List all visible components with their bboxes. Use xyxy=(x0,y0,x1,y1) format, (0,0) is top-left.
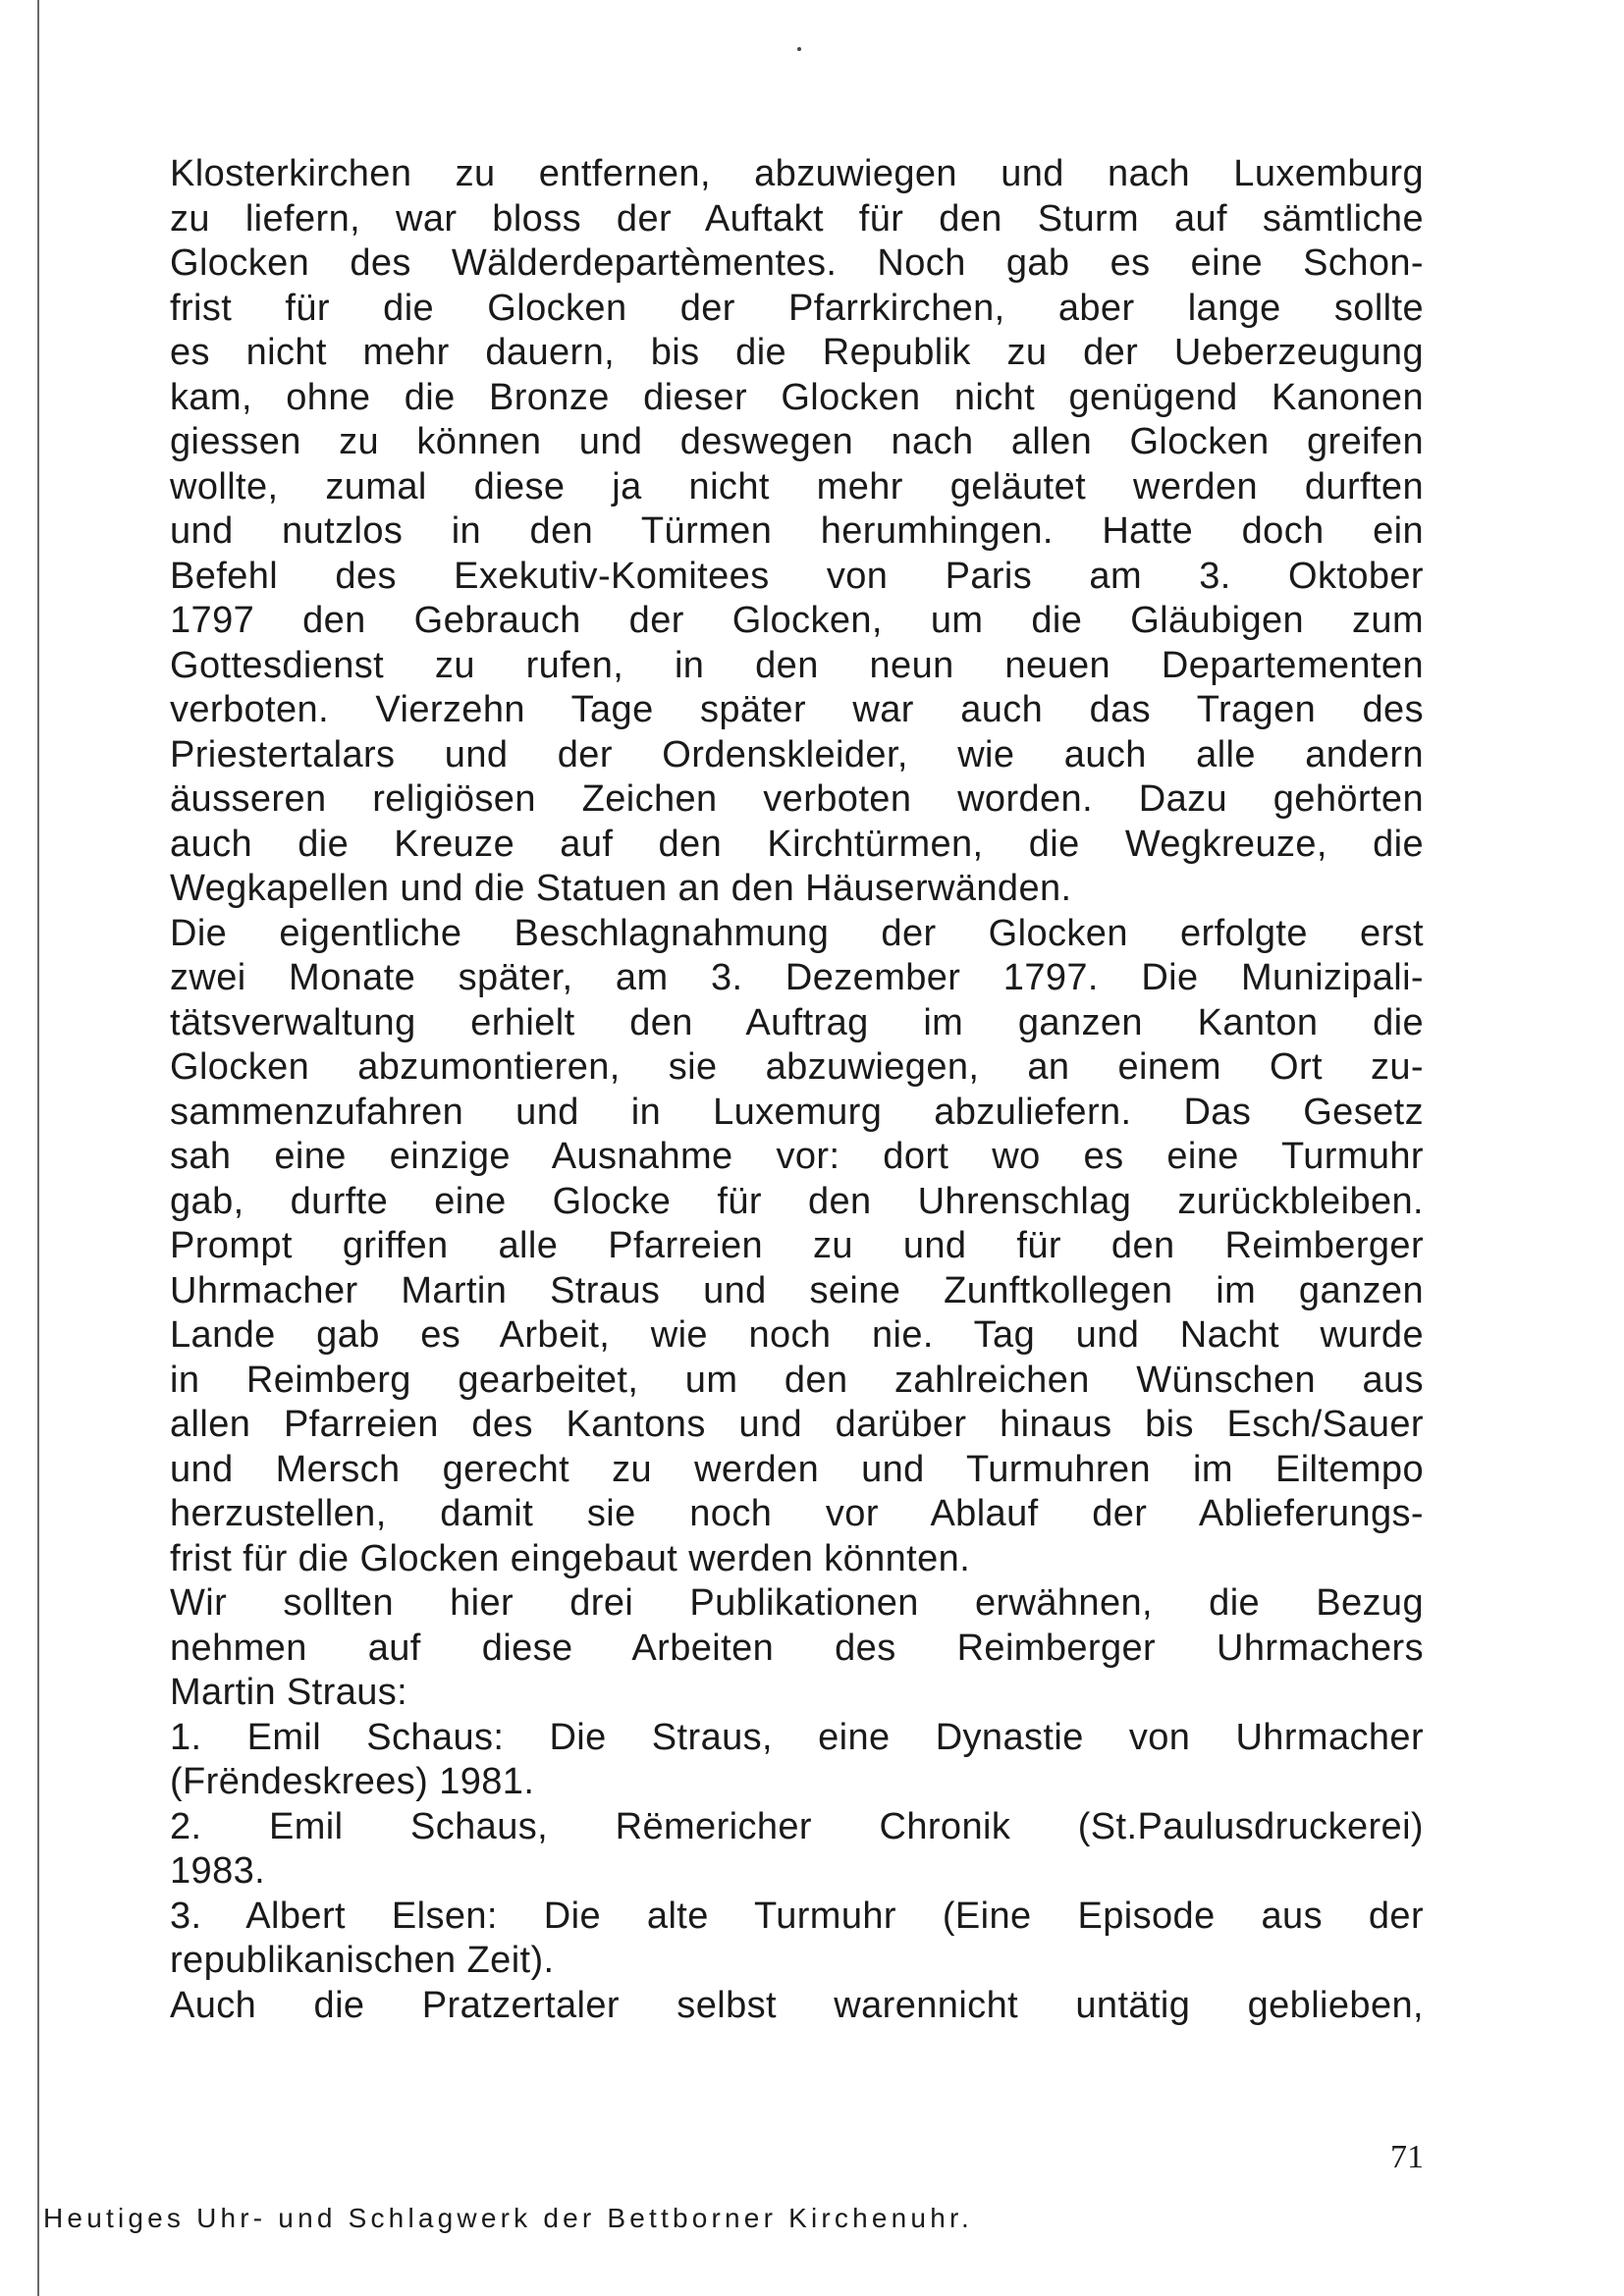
text-line: verboten. Vierzehn Tage später war auch das Tragen des xyxy=(170,689,1424,730)
text-line: herzustellen, damit sie noch vor Ablauf der Ablieferungs- xyxy=(170,1493,1424,1534)
text-line: republikanischen Zeit). xyxy=(170,1940,555,1981)
text-line: Wir sollten hier drei Publikationen erwähnen, die Bezug xyxy=(170,1582,1424,1624)
text-line: und Mersch gerecht zu werden und Turmuhren im Eiltempo xyxy=(170,1448,1424,1490)
text-line: Priestertalars und der Ordenskleider, wie auch alle andern xyxy=(170,733,1424,775)
page-number: 71 xyxy=(1390,2139,1424,2175)
text-line: Lande gab es Arbeit, wie noch nie. Tag und Nacht wurde xyxy=(170,1314,1424,1356)
text-line: Klosterkirchen zu entfernen, abzuwiegen und nach Luxemburg xyxy=(170,153,1424,194)
text-line: nehmen auf diese Arbeiten des Reimberger Uhrmachers xyxy=(170,1627,1424,1669)
body-text xyxy=(170,152,1424,2028)
text-line: Glocken des Wälderdepartèmentes. Noch gab es eine Schon- xyxy=(170,242,1424,284)
text-line: Glocken abzumontieren, sie abzuwiegen, an einem Ort zu- xyxy=(170,1046,1424,1088)
figure-caption: Heutiges Uhr- und Schlagwerk der Bettborner Kirchenuhr. xyxy=(43,2203,973,2233)
text-line: 1. Emil Schaus: Die Straus, eine Dynastie von Uhrmacher xyxy=(170,1716,1424,1758)
text-line: 1797 den Gebrauch der Glocken, um die Gläubigen zum xyxy=(170,600,1424,641)
text-line: frist für die Glocken eingebaut werden könnten. xyxy=(170,1537,971,1579)
text-line: kam, ohne die Bronze dieser Glocken nicht genügend Kanonen xyxy=(170,376,1424,418)
text-line: in Reimberg gearbeitet, um den zahlreichen Wünschen aus xyxy=(170,1359,1424,1401)
text-line: Auch die Pratzertaler selbst warennicht untätig geblieben, xyxy=(170,1984,1424,2026)
text-line: auch die Kreuze auf den Kirchtürmen, die Wegkreuze, die xyxy=(170,823,1424,865)
text-line: Prompt griffen alle Pfarreien zu und für den Reimberger xyxy=(170,1225,1424,1266)
text-line: 2. Emil Schaus, Rëmericher Chronik (St.Paulusdruckerei) xyxy=(170,1805,1424,1847)
text-line: 3. Albert Elsen: Die alte Turmuhr (Eine Episode aus der xyxy=(170,1895,1424,1937)
text-line: (Frëndeskrees) 1981. xyxy=(170,1761,535,1802)
text-line: es nicht mehr dauern, bis die Republik zu der Ueberzeugung xyxy=(170,332,1424,373)
text-line: Martin Straus: xyxy=(170,1672,408,1713)
text-line: Gottesdienst zu rufen, in den neun neuen Departementen xyxy=(170,644,1424,686)
text-line: gab, durfte eine Glocke für den Uhrenschlag zurückbleiben. xyxy=(170,1180,1424,1222)
text-line: Die eigentliche Beschlagnahmung der Glocken erfolgte erst xyxy=(170,912,1424,954)
text-line: und nutzlos in den Türmen herumhingen. Hatte doch ein xyxy=(170,510,1424,552)
text-line: allen Pfarreien des Kantons und darüber hinaus bis Esch/Sauer xyxy=(170,1404,1424,1445)
scan-border-line xyxy=(37,0,39,2296)
text-line: sammenzufahren und in Luxemurg abzuliefern. Das Gesetz xyxy=(170,1091,1424,1133)
text-line: frist für die Glocken der Pfarrkirchen, aber lange sollte xyxy=(170,287,1424,329)
text-line: äusseren religiösen Zeichen verboten worden. Dazu gehörten xyxy=(170,778,1424,820)
text-line: tätsverwaltung erhielt den Auftrag im ganzen Kanton die xyxy=(170,1001,1424,1043)
text-line: Befehl des Exekutiv-Komitees von Paris am 3. Oktober xyxy=(170,555,1424,597)
text-line: wollte, zumal diese ja nicht mehr geläutet werden durften xyxy=(170,465,1424,507)
scan-speck xyxy=(797,47,801,51)
text-line: 1983. xyxy=(170,1850,266,1892)
text-line: zwei Monate später, am 3. Dezember 1797. Die Munizipali- xyxy=(170,957,1424,998)
text-line: sah eine einzige Ausnahme vor: dort wo es eine Turmuhr xyxy=(170,1136,1424,1177)
text-line: zu liefern, war bloss der Auftakt für den Sturm auf sämtliche xyxy=(170,197,1424,240)
text-line: Uhrmacher Martin Straus und seine Zunftkollegen im ganzen xyxy=(170,1269,1424,1311)
text-line: giessen zu können und deswegen nach allen Glocken greifen xyxy=(170,421,1424,462)
text-line: Wegkapellen und die Statuen an den Häuserwänden. xyxy=(170,868,1072,909)
